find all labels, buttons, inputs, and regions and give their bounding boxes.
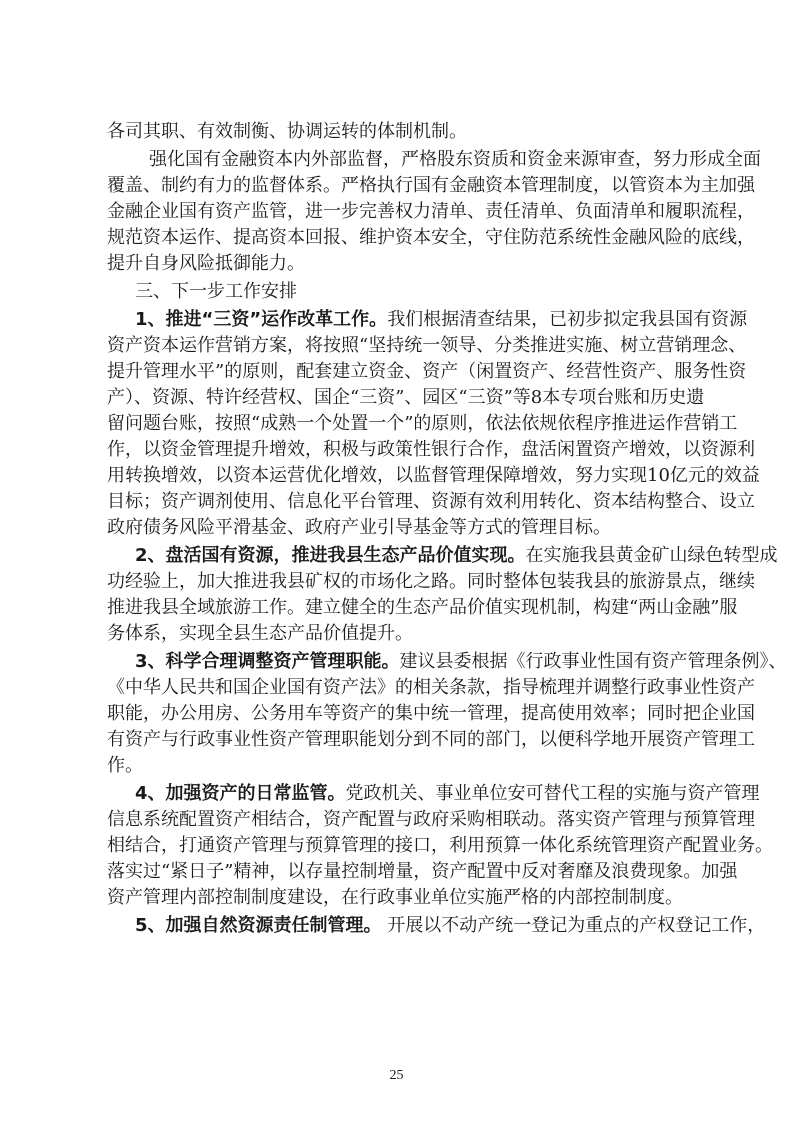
line-text: 职能，办公用房、公务用车等资产的集中统一管理，提高使用效率；同时把企业国	[107, 703, 755, 724]
paragraph	[107, 543, 778, 647]
line-text: 规范资本运作、提高资本回报、维护资本安全，守住防范系统性金融风险的底线，	[107, 227, 755, 248]
text-line	[107, 569, 755, 595]
line-text: 作，以资金管理提升增效，积极与政策性银行合作，盘活闲置资产增效，以资源利	[107, 439, 755, 460]
text-line	[107, 437, 755, 463]
line-text: 各司其职、有效制衡、协调运转的体制机制。	[107, 121, 467, 142]
line-text: 提升自身风险抵御能力。	[107, 253, 305, 274]
text-line	[107, 463, 760, 489]
paragraph	[107, 119, 695, 145]
text-line	[107, 225, 755, 251]
text-line	[107, 807, 755, 833]
text-line	[107, 859, 738, 885]
text-line	[107, 359, 747, 385]
line-text: 资产资本运作营销方案，将按照“坚持统一领导、分类推进实施、树立营销理念、	[107, 335, 747, 356]
text-line	[107, 621, 695, 647]
line-text: 有资产与行政事业性资产管理职能划分到不同的部门，以便科学地开展资产管理工	[107, 729, 755, 750]
paragraph	[107, 913, 766, 939]
line-text: 信息系统配置资产相结合，资产配置与政府采购相联动。落实资产管理与预算管理	[107, 809, 755, 830]
line-text: 落实过“紧日子”精神，以存量控制增量，资产配置中反对奢靡及浪费现象。加强	[107, 861, 738, 882]
text-line	[107, 147, 761, 173]
line-text: 留问题台账，按照“成熟一个处置一个”的原则，依法依规依程序推进运作营销工	[107, 413, 738, 434]
line-text: 在实施我县黄金矿山绿色转型成	[525, 545, 778, 566]
line-text: 目标；资产调剂使用、信息化平台管理、资源有效利用转化、资本结构整合、设立	[107, 491, 755, 512]
text-line	[107, 411, 738, 437]
paragraph	[107, 781, 773, 911]
text-line	[107, 649, 787, 675]
document-body	[107, 117, 787, 939]
line-text: 《中华人民共和国企业国有资产法》的相关条款，指导梳理并调整行政事业性资产	[107, 677, 755, 698]
text-line	[107, 279, 695, 305]
line-text: 政府债务风险平滑基金、政府产业引导基金等方式的管理目标。	[107, 517, 611, 538]
text-line	[107, 251, 695, 277]
line-text: 产）、资源、特许经营权、国企“三资”、园区“三资”等8本专项台账和历史遗	[107, 387, 705, 408]
line-text: 三、下一步工作安排	[135, 281, 297, 302]
text-line	[107, 489, 755, 515]
text-line	[107, 199, 755, 225]
line-text: 相结合，打通资产管理与预算管理的接口，利用预算一体化系统管理资产配置业务。	[107, 835, 773, 856]
line-text: 提升管理水平”的原则，配套建立资金、资产（闲置资产、经营性资产、服务性资	[107, 361, 747, 382]
text-line	[107, 885, 695, 911]
section-heading	[107, 279, 695, 305]
text-line	[107, 385, 705, 411]
item-lead-title: 1、推进“三资”运作改革工作。	[135, 309, 388, 330]
line-text: 推进我县全域旅游工作。建立健全的生态产品价值实现机制，构建“两山金融”服	[107, 597, 738, 618]
text-line	[107, 913, 766, 939]
paragraph	[107, 307, 760, 541]
text-line	[107, 333, 747, 359]
line-text: 党政机关、事业单位安可替代工程的实施与资产管理	[345, 783, 760, 804]
text-line	[107, 307, 748, 333]
text-line	[107, 515, 695, 541]
text-line	[107, 119, 695, 145]
text-line	[107, 701, 755, 727]
text-line	[107, 595, 738, 621]
text-line	[107, 727, 755, 753]
line-text: 强化国有金融资本内外部监督，严格股东资质和资金来源审查，努力形成全面	[149, 149, 761, 170]
text-line	[107, 675, 755, 701]
line-text: 功经验上，加大推进我县矿权的市场化之路。同时整体包装我县的旅游景点，继续	[107, 571, 755, 592]
page-number: 25	[389, 1068, 404, 1083]
item-lead-title: 4、加强资产的日常监管。	[135, 783, 346, 804]
paragraph	[107, 649, 787, 779]
line-text: 务体系，实现全县生态产品价值提升。	[107, 623, 413, 644]
line-text: 作。	[107, 755, 143, 776]
text-line	[107, 833, 773, 859]
text-line	[107, 781, 760, 807]
text-line	[107, 173, 755, 199]
line-text: 覆盖、制约有力的监督体系。严格执行国有金融资本管理制度，以管资本为主加强	[107, 175, 755, 196]
item-lead-title: 5、加强自然资源责任制管理。	[135, 915, 382, 936]
line-text: 建议县委根据《行政事业性国有资产管理条例》、	[399, 651, 787, 672]
line-text: 用转换增效，以资本运营优化增效，以监督管理保障增效，努力实现10亿元的效益	[107, 465, 760, 486]
line-text: 开展以不动产统一登记为重点的产权登记工作，	[381, 915, 766, 936]
text-line	[107, 753, 695, 779]
item-lead-title: 3、科学合理调整资产管理职能。	[135, 651, 400, 672]
text-line	[107, 543, 778, 569]
line-text: 金融企业国有资产监管，进一步完善权力清单、责任清单、负面清单和履职流程，	[107, 201, 755, 222]
line-text: 资产管理内部控制制度建设，在行政事业单位实施严格的内部控制制度。	[107, 887, 683, 908]
line-text: 我们根据清查结果，已初步拟定我县国有资源	[387, 309, 748, 330]
paragraph	[107, 147, 761, 277]
item-lead-title: 2、盘活国有资源，推进我县生态产品价值实现。	[135, 545, 526, 566]
